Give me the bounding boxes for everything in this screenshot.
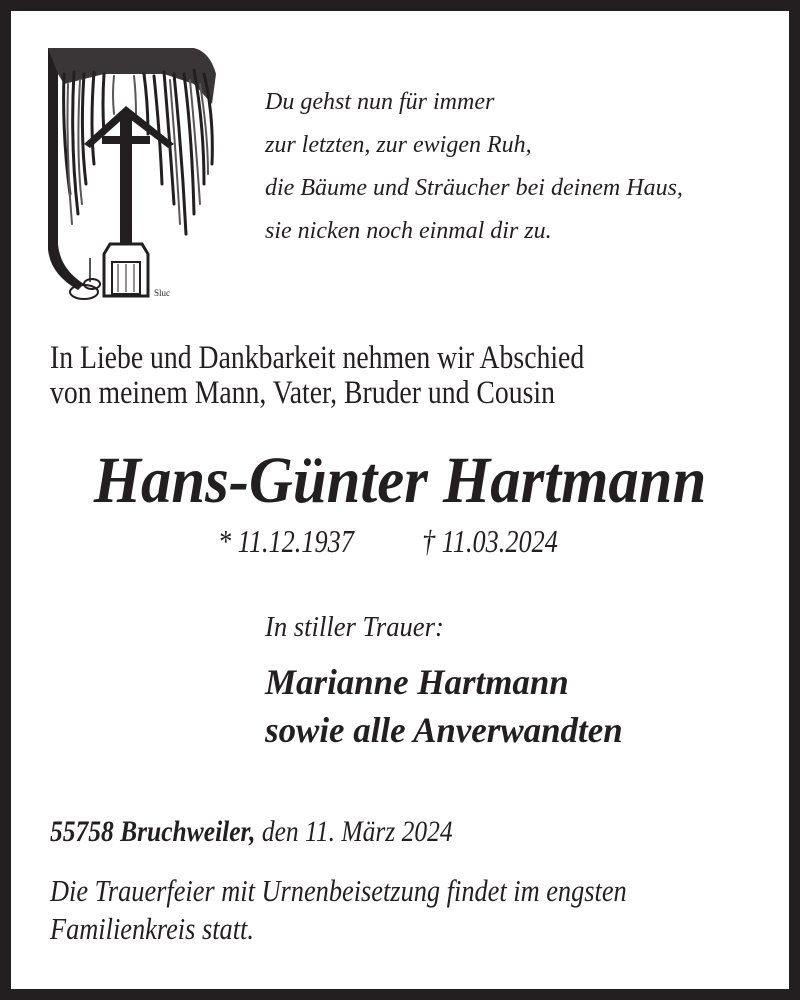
funeral-note-line: Die Trauerfeier mit Urnenbeisetzung findet im engsten <box>50 873 627 908</box>
willow-cross-illustration <box>44 44 224 304</box>
notice-date: den 11. März 2024 <box>261 815 453 848</box>
birth-date <box>218 525 354 557</box>
intro-line: von meinem Mann, Vater, Bruder und Cousin <box>50 375 555 411</box>
funeral-note-line: Familienkreis statt. <box>50 911 254 946</box>
deceased-name: Hans-Günter Hartmann <box>93 444 707 517</box>
death-date <box>422 525 558 557</box>
cross-symbol: † <box>422 523 436 559</box>
birth-symbol: * <box>218 523 232 559</box>
birth-date-value: 11.12.1937 <box>237 523 354 559</box>
intro-line: In Liebe und Dankbarkeit nehmen wir Abschied <box>50 340 585 376</box>
location-date-line <box>50 817 453 847</box>
mourning-label: In stiller Trauer: <box>265 612 444 643</box>
location: 55758 Bruchweiler, <box>50 815 256 848</box>
poem-line: die Bäume und Sträucher bei deinem Haus, <box>265 175 683 201</box>
mourner-name: sowie alle Anverwandten <box>265 710 623 750</box>
poem-line: zur letzten, zur ewigen Ruh, <box>265 132 532 158</box>
poem-line: Du gehst nun für immer <box>265 89 495 115</box>
mourner-name: Marianne Hartmann <box>265 662 569 702</box>
poem-line: sie nicken noch einmal dir zu. <box>265 218 552 244</box>
death-date-value: 11.03.2024 <box>441 523 558 559</box>
svg-text:Sluc: Sluc <box>154 288 171 298</box>
